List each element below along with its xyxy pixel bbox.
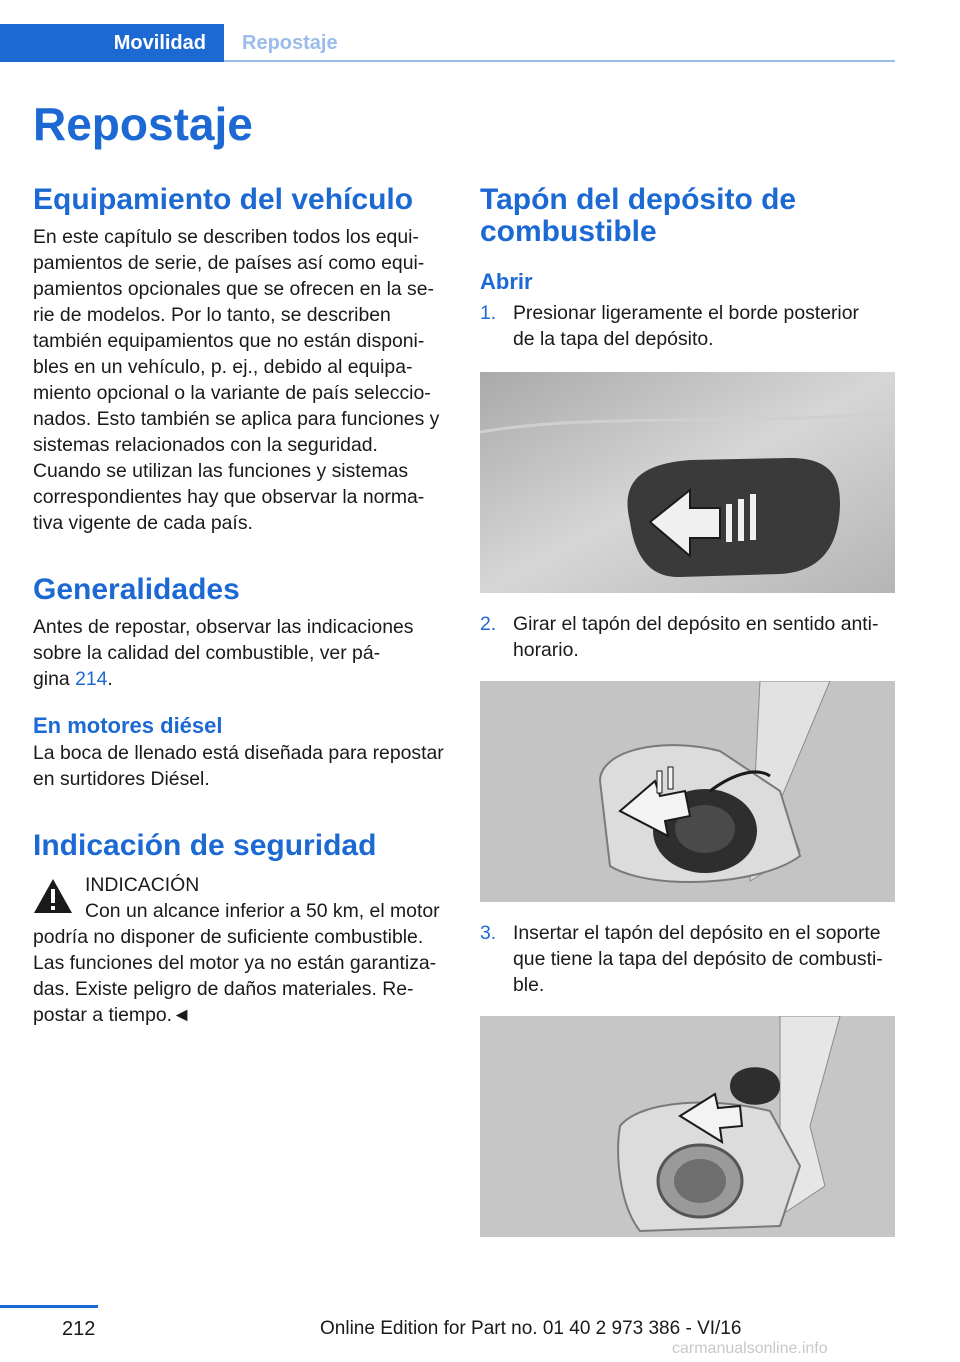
text-line: Girar el tapón del depósito en sentido anti- bbox=[513, 613, 879, 635]
text-segment: . bbox=[107, 668, 113, 690]
text-line: nados. Esto también se aplica para funciones y bbox=[33, 408, 440, 430]
text-line: que tiene la tapa del depósito de combusti- bbox=[513, 948, 883, 970]
text-line: ble. bbox=[513, 974, 545, 996]
text-line: bles en un vehículo, p. ej., debido al equipa- bbox=[33, 356, 413, 378]
warning-block bbox=[33, 872, 449, 1028]
tab-movilidad[interactable]: Movilidad bbox=[0, 24, 224, 62]
fuel-flap-illustration bbox=[480, 372, 895, 593]
text-line: correspondientes hay que observar la norma- bbox=[33, 486, 425, 508]
text-line: Antes de repostar, observar las indicaciones bbox=[33, 616, 414, 638]
text-line: das. Existe peligro de daños materiales. Re- bbox=[33, 978, 414, 1000]
section-title-generalidades: Generalidades bbox=[33, 573, 240, 606]
page-number: 212 bbox=[62, 1318, 96, 1340]
text-line bbox=[33, 666, 449, 692]
equipamiento-paragraph bbox=[33, 224, 449, 536]
section-title-seguridad: Indicación de seguridad bbox=[33, 829, 377, 862]
fuel-cap-turn-illustration bbox=[480, 681, 895, 902]
subsection-title-abrir: Abrir bbox=[480, 269, 533, 294]
text-line: sobre la calidad del combustible, ver pá- bbox=[33, 642, 381, 664]
tab-repostaje[interactable]: Repostaje bbox=[242, 31, 338, 54]
fuel-cap-holder-illustration bbox=[480, 1016, 895, 1237]
steps-list bbox=[480, 300, 896, 352]
step-item bbox=[480, 920, 896, 998]
step-number: 3. bbox=[480, 922, 497, 944]
subsection-title-diesel: En motores diésel bbox=[33, 713, 223, 738]
footer-rule bbox=[0, 1305, 98, 1308]
text-line: Presionar ligeramente el borde posterior bbox=[513, 302, 859, 324]
text-line: Cuando se utilizan las funciones y sistemas bbox=[33, 460, 409, 482]
text-line: podría no disponer de suficiente combustible. bbox=[33, 926, 424, 948]
fuel-cap-holder-image bbox=[480, 1016, 895, 1237]
watermark: carmanualsonline.info bbox=[672, 1340, 828, 1357]
text-line: En este capítulo se describen todos los equi- bbox=[33, 226, 419, 248]
left-column bbox=[33, 184, 449, 1028]
text-line: pamientos de serie, de países así como equi- bbox=[33, 252, 425, 274]
step-number: 1. bbox=[480, 302, 497, 324]
header-divider bbox=[224, 60, 895, 62]
fuel-flap-press-image bbox=[480, 372, 895, 593]
text-line: horario. bbox=[513, 639, 579, 661]
diesel-paragraph bbox=[33, 740, 449, 792]
generalidades-paragraph bbox=[33, 614, 449, 692]
text-line: tiva vigente de cada país. bbox=[33, 512, 253, 534]
text-line: Las funciones del motor ya no están garantiza- bbox=[33, 952, 437, 974]
text-line: miento opcional o la variante de país seleccio- bbox=[33, 382, 431, 404]
title-line: combustible bbox=[480, 215, 657, 248]
warning-heading: INDICACIÓN bbox=[85, 874, 200, 896]
text-line: también equipamientos que no están disponi- bbox=[33, 330, 425, 352]
steps-list bbox=[480, 920, 896, 998]
step-item bbox=[480, 611, 896, 663]
steps-list bbox=[480, 611, 896, 663]
text-line: Insertar el tapón del depósito en el soporte bbox=[513, 922, 881, 944]
section-title-equipamiento: Equipamiento del vehículo bbox=[33, 183, 414, 216]
section-title-tapon bbox=[480, 184, 896, 248]
text-line: postar a tiempo.◄ bbox=[33, 1004, 192, 1026]
right-column bbox=[480, 184, 896, 1237]
page-link-214[interactable]: 214 bbox=[75, 668, 108, 690]
edition-note: Online Edition for Part no. 01 40 2 973 386 - VI/16 bbox=[320, 1318, 742, 1339]
title-line: Tapón del depósito de bbox=[480, 183, 797, 216]
text-line: La boca de llenado está diseñada para repostar bbox=[33, 742, 444, 764]
text-line: rie de modelos. Por lo tanto, se describen bbox=[33, 304, 391, 326]
step-item bbox=[480, 300, 896, 352]
step-number: 2. bbox=[480, 613, 497, 635]
text-line: sistemas relacionados con la seguridad. bbox=[33, 434, 378, 456]
warning-triangle-icon bbox=[33, 878, 73, 914]
header-bar bbox=[0, 24, 895, 62]
page-title: Repostaje bbox=[33, 98, 253, 150]
fuel-cap-turn-image bbox=[480, 681, 895, 902]
text-line: pamientos opcionales que se ofrecen en la se- bbox=[33, 278, 434, 300]
text-segment: gina bbox=[33, 668, 76, 690]
text-line: en surtidores Diésel. bbox=[33, 768, 210, 790]
text-line: de la tapa del depósito. bbox=[513, 328, 714, 350]
text-line: Con un alcance inferior a 50 km, el motor bbox=[85, 900, 440, 922]
